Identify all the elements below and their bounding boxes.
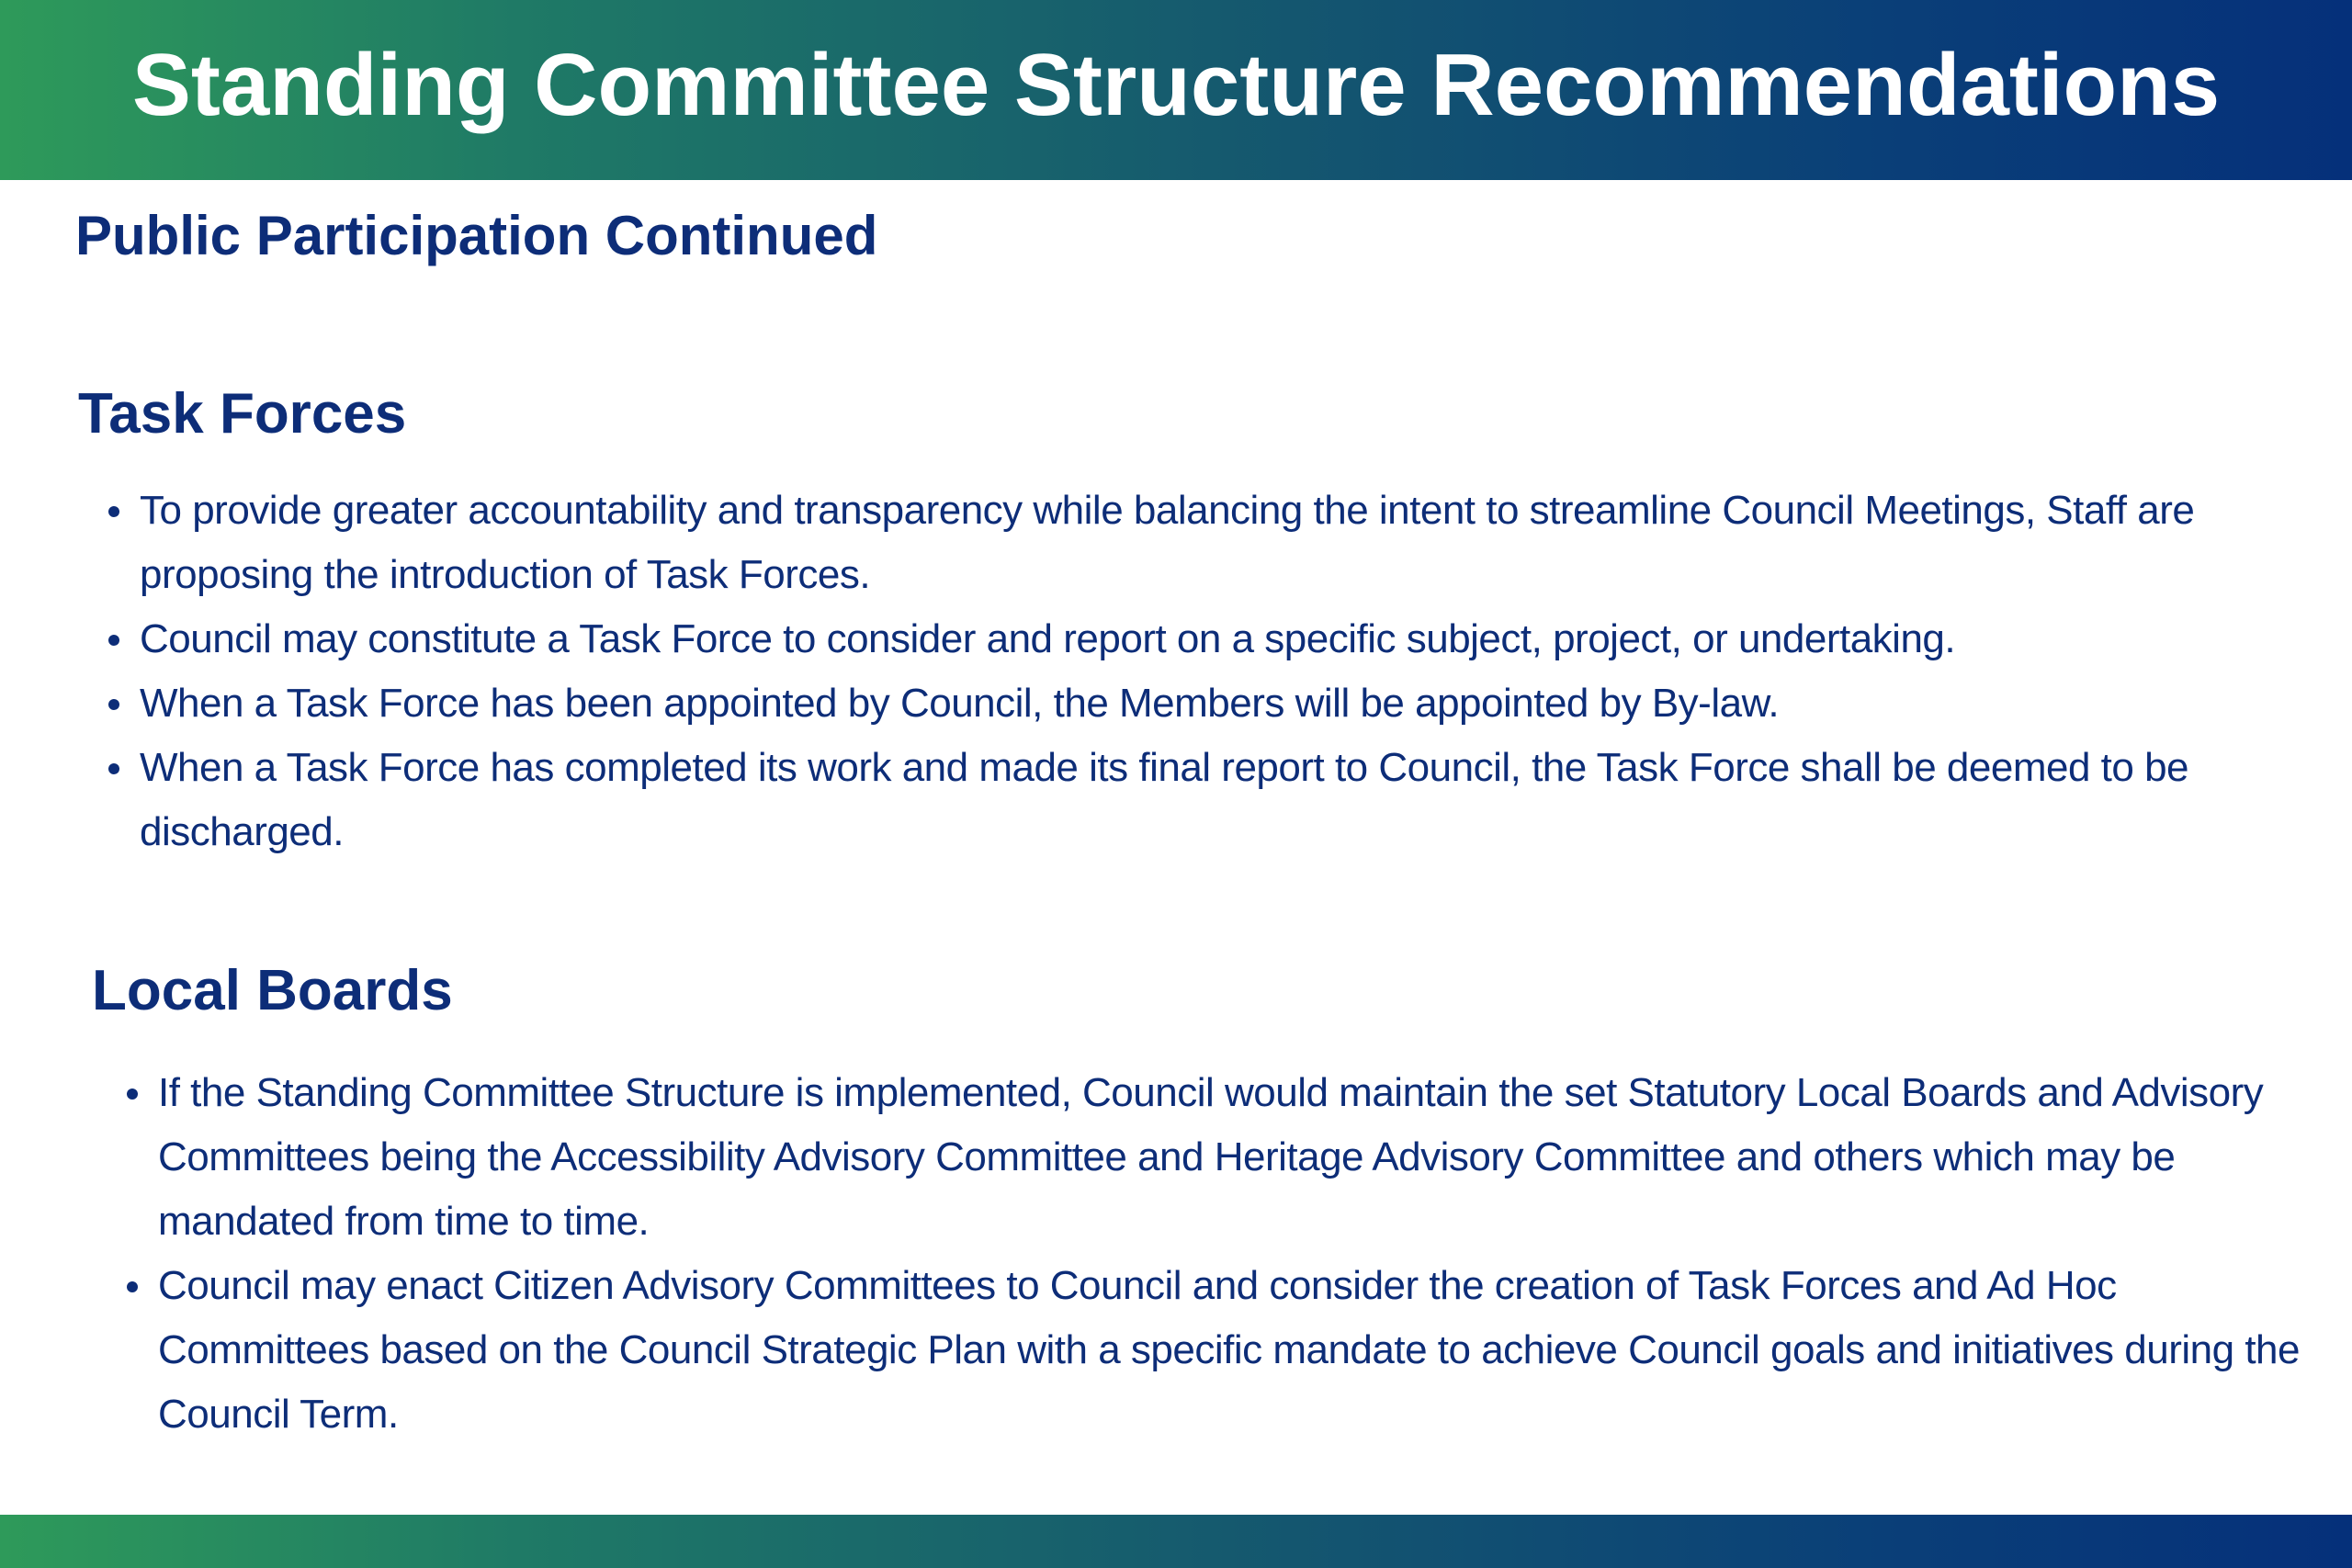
- list-item: [108, 671, 2313, 736]
- list-item-text: Council may constitute a Task Force to consider and report on a specific subject, project, or undertaking.: [140, 616, 1956, 661]
- list-item-text: When a Task Force has been appointed by Council, the Members will be appointed by By-law.: [140, 681, 1780, 726]
- bullet-icon: [108, 699, 119, 710]
- bullet-icon: [127, 1281, 138, 1292]
- local-boards-list: [127, 1061, 2323, 1447]
- list-item: [127, 1061, 2323, 1254]
- footer-bar: [0, 1515, 2352, 1568]
- subtitle: Public Participation Continued: [75, 205, 878, 266]
- list-item: [127, 1254, 2323, 1447]
- list-item: [108, 607, 2313, 671]
- task-forces-list: [108, 479, 2313, 864]
- bullet-icon: [108, 635, 119, 646]
- list-item-text: When a Task Force has completed its work and made its final report to Council, the Task Force shall be deemed to be discharged.: [140, 745, 2189, 854]
- list-item: [108, 479, 2313, 607]
- list-item-text: Council may enact Citizen Advisory Committees to Council and consider the creation of Task Forces and Ad Hoc Committees based on the Council Strategic Plan with a specific mandate to achieve Council goals and initiatives during the Council Term.: [158, 1263, 2300, 1437]
- list-item-text: If the Standing Committee Structure is implemented, Council would maintain the set Statutory Local Boards and Advisory Committees being the Accessibility Advisory Committee and Heritage Advisory Committee and others which may be mandated from time to time.: [158, 1070, 2264, 1244]
- local-boards-heading: Local Boards: [92, 959, 453, 1022]
- bullet-icon: [108, 506, 119, 517]
- list-item-text: To provide greater accountability and transparency while balancing the intent to streamline Council Meetings, Staff are proposing the introduction of Task Forces.: [140, 488, 2195, 597]
- bullet-icon: [127, 1089, 138, 1100]
- bullet-icon: [108, 763, 119, 774]
- list-item: [108, 736, 2313, 864]
- page-title: Standing Committee Structure Recommendations: [131, 36, 2221, 134]
- task-forces-heading: Task Forces: [78, 382, 407, 446]
